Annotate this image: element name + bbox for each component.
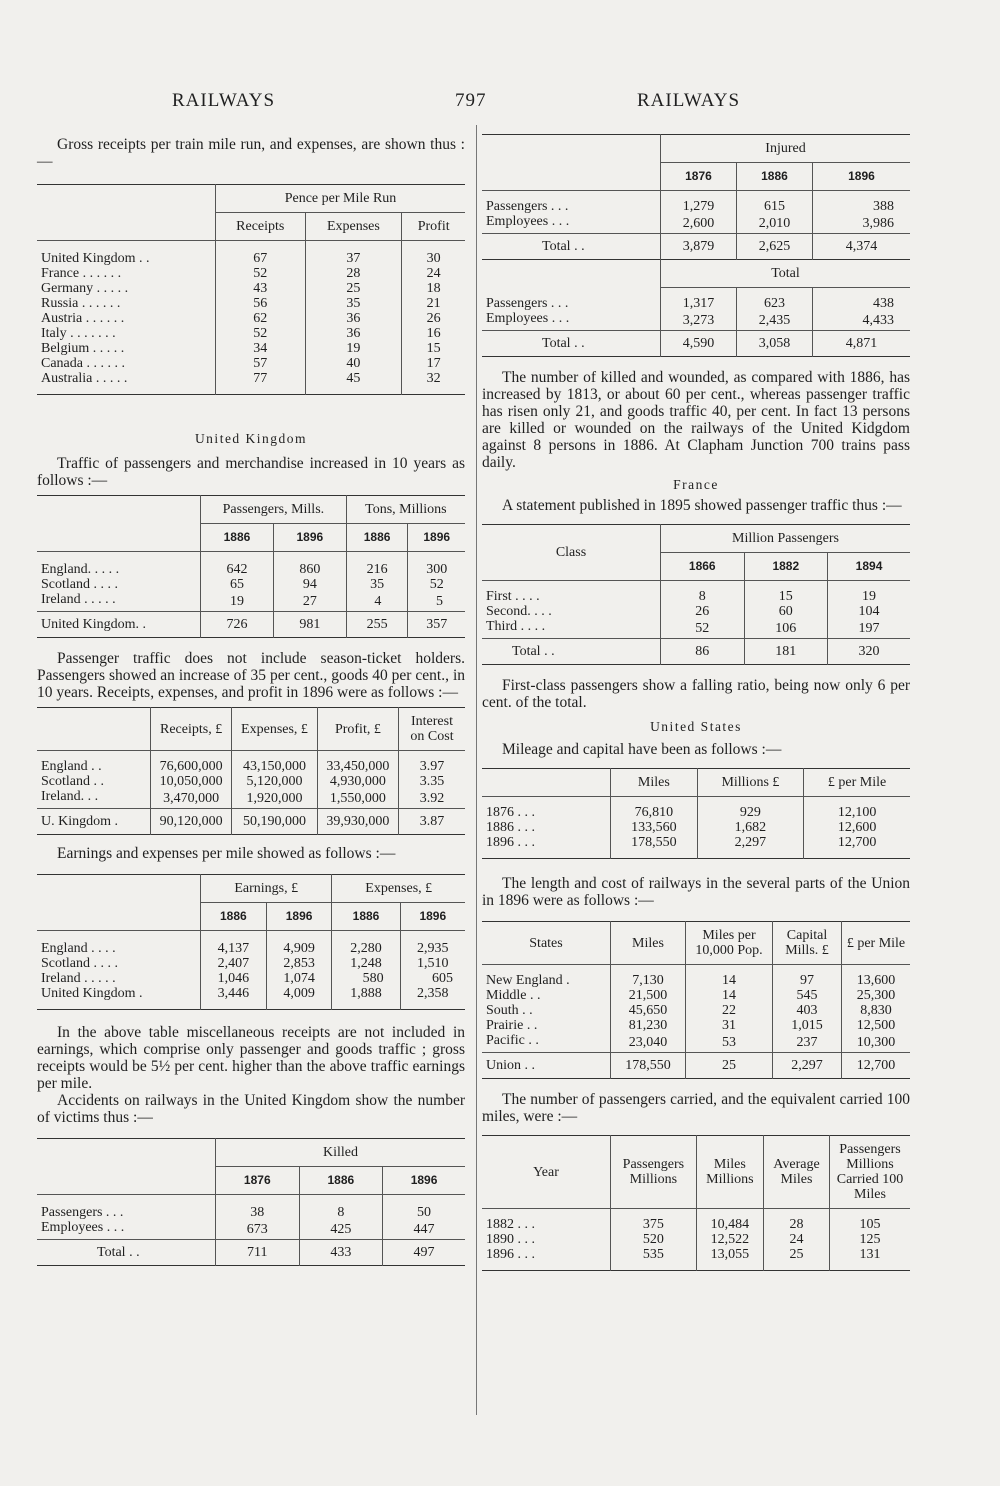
year-header: 1896: [383, 1167, 465, 1195]
row-label: Canada . . . . . .: [41, 356, 125, 371]
cell: 8: [299, 1195, 383, 1221]
cell: 67: [216, 241, 306, 267]
killed-wounded-paragraph: The number of killed and wounded, as compared with 1886, has increased by 1813, or about 60 per cent., whereas passenger traffic has risen only 21, and goods traffic 40, per cent. In fact 13 persons are killed or wounded on the railways of the United Kidgdom against 8 persons in 1886. At Clapham Junction 700 trains pass daily.: [482, 369, 910, 471]
col-expenses: Expenses, £: [232, 708, 318, 751]
cell: 19: [201, 592, 274, 612]
cell: 24: [402, 266, 465, 281]
cell: 1,682: [697, 820, 804, 835]
row-label: 1886 . . .: [486, 820, 535, 835]
cell: 30: [402, 241, 465, 267]
total-cell: 433: [299, 1240, 383, 1266]
page-number: 797: [455, 90, 487, 111]
cell: 403: [773, 1003, 842, 1018]
cell: 1,510: [400, 956, 465, 971]
cell: 13,600: [842, 965, 911, 989]
row-label: Scotland . .: [41, 774, 104, 789]
total-label: Total . .: [482, 639, 661, 665]
total-cell: 181: [744, 639, 828, 665]
expenses-header: Expenses, £: [332, 875, 465, 903]
cell: 8,830: [842, 1003, 911, 1018]
year-header: 1876: [661, 163, 737, 191]
cell: 18: [402, 281, 465, 296]
cell: 10,484: [696, 1209, 763, 1233]
total-cell: 497: [383, 1240, 465, 1266]
year-header: 1886: [201, 903, 267, 931]
cell: 35: [305, 296, 402, 311]
us-mileage-intro: Mileage and capital have been as follows :—: [502, 741, 782, 758]
first-class-paragraph: First-class passengers show a falling ratio, being now only 6 per cent. of the total.: [482, 677, 910, 711]
total-label: Total . .: [482, 331, 661, 357]
cell: 4,909: [266, 931, 332, 957]
cell: 3,446: [201, 986, 267, 1010]
col-capital: Capital Mills. £: [773, 922, 842, 965]
row-label: England. . . . .: [37, 552, 201, 578]
cell: 31: [686, 1018, 773, 1033]
cell: 8: [661, 581, 745, 605]
total-cell: 3,058: [736, 331, 812, 357]
cell: 605: [400, 971, 465, 986]
cell: 10,300: [842, 1033, 911, 1053]
col-receipts: Receipts: [216, 213, 306, 241]
cell: 60: [744, 604, 828, 619]
million-passengers-header: Million Passengers: [661, 525, 911, 553]
row-label: England . . . .: [37, 931, 201, 957]
cell: 4,433: [812, 311, 910, 331]
total-cell: 12,700: [842, 1053, 911, 1079]
union-length-intro: The length and cost of railways in the several parts of the Union in 1896 were as follows :—: [482, 875, 910, 909]
cell: 76,600,000: [151, 751, 232, 775]
year-header: 1886: [736, 163, 812, 191]
cell: 642: [201, 552, 274, 578]
total-cell: 90,120,000: [151, 809, 232, 835]
row-label: England . .: [37, 751, 151, 775]
year-header: 1896: [273, 524, 346, 552]
row-label: Scotland . . . .: [41, 956, 118, 971]
cell: 2,435: [736, 311, 812, 331]
row-label: Austria . . . . . .: [41, 311, 125, 326]
row-label: Italy . . . . . . .: [41, 326, 116, 341]
cell: 3.97: [399, 751, 466, 775]
cell: 25,300: [842, 988, 911, 1003]
running-head-right: RAILWAYS: [637, 90, 741, 111]
cell: 580: [332, 971, 400, 986]
cell: 77: [216, 371, 306, 395]
cell: 1,550,000: [317, 789, 398, 809]
killed-table: [37, 1138, 465, 1266]
col-profit: Profit, £: [317, 708, 398, 751]
cell: 673: [216, 1220, 300, 1240]
us-mileage-table: [482, 768, 910, 859]
cell: 4,009: [266, 986, 332, 1010]
tons-header: Tons, Millions: [346, 496, 465, 524]
cell: 52: [216, 326, 306, 341]
cell: 12,500: [842, 1018, 911, 1033]
row-label: Second. . . .: [486, 604, 552, 619]
row-label: Russia . . . . . .: [41, 296, 121, 311]
cell: 43: [216, 281, 306, 296]
total-cell: 4,374: [812, 234, 910, 260]
cell: 26: [661, 604, 745, 619]
cell: 35: [346, 577, 408, 592]
total-cell: 4,590: [661, 331, 737, 357]
cell: 3,273: [661, 311, 737, 331]
year-header: 1886: [201, 524, 274, 552]
col-profit: Profit: [402, 213, 465, 241]
cell: 43,150,000: [232, 751, 318, 775]
cell: 28: [305, 266, 402, 281]
year-header: 1866: [661, 553, 745, 581]
cell: 23,040: [611, 1033, 686, 1053]
cell: 1,046: [201, 971, 267, 986]
passengers-carried-intro: The number of passengers carried, and the equivalent carried 100 miles, were :—: [482, 1091, 910, 1125]
cell: 388: [812, 191, 910, 215]
year-header: 1896: [408, 524, 465, 552]
cell: 38: [216, 1195, 300, 1221]
total-cell: 357: [408, 612, 465, 638]
col-miles: Miles Millions: [696, 1136, 763, 1209]
total-label: Total . .: [37, 1240, 216, 1266]
uk-traffic-table: [37, 495, 465, 638]
cell: 3,470,000: [151, 789, 232, 809]
cell: 12,522: [696, 1232, 763, 1247]
row-label: South . .: [486, 1003, 533, 1018]
cell: 12,600: [804, 820, 910, 835]
left-column: [37, 130, 465, 1274]
col-expenses: Expenses: [305, 213, 402, 241]
row-label: Scotland . . . .: [41, 577, 118, 592]
total-label: United Kingdom. .: [37, 612, 201, 638]
row-label: 1896 . . .: [486, 835, 535, 850]
cell: 52: [216, 266, 306, 281]
row-label: Ireland . . . . .: [41, 592, 116, 607]
total-label: Total . .: [482, 234, 661, 260]
total-label: Union . .: [482, 1053, 611, 1079]
cell: 438: [812, 288, 910, 312]
cell: 520: [611, 1232, 697, 1247]
cell: 1,317: [661, 288, 737, 312]
cell: 14: [686, 988, 773, 1003]
cell: 1,074: [266, 971, 332, 986]
row-label: 1890 . . .: [486, 1232, 535, 1247]
cell: 97: [773, 965, 842, 989]
col-states: States: [529, 935, 563, 951]
row-label: Ireland. . .: [41, 789, 99, 804]
cell: 45,650: [611, 1003, 686, 1018]
cell: 1,248: [332, 956, 400, 971]
earnings-header: Earnings, £: [201, 875, 332, 903]
cell: 2,010: [736, 214, 812, 234]
cell: 623: [736, 288, 812, 312]
col-year: Year: [533, 1164, 559, 1180]
cell: 535: [611, 1247, 697, 1271]
cell: 106: [744, 619, 828, 639]
row-label: Australia . . . . .: [41, 371, 128, 386]
running-head-left: RAILWAYS: [172, 90, 276, 111]
row-label: Employees . . .: [486, 214, 570, 229]
pence-header: Pence per Mile Run: [216, 185, 466, 213]
cell: 36: [305, 326, 402, 341]
row-label: Employees . . .: [41, 1220, 125, 1235]
cell: 81,230: [611, 1018, 686, 1033]
col-millions: Millions £: [697, 769, 804, 797]
cell: 94: [273, 577, 346, 592]
cell: 65: [201, 577, 274, 592]
cell: 52: [661, 619, 745, 639]
col-receipts: Receipts, £: [151, 708, 232, 751]
year-header: 1896: [812, 163, 910, 191]
row-label: Middle . .: [486, 988, 541, 1003]
cell: 5: [408, 592, 465, 612]
col-per-mile: £ per Mile: [804, 769, 910, 797]
class-header: Class: [555, 545, 587, 560]
cell: 25: [305, 281, 402, 296]
cell: 16: [402, 326, 465, 341]
year-header: 1894: [828, 553, 910, 581]
cell: 131: [830, 1247, 911, 1271]
row-label: Passengers . . .: [486, 295, 569, 311]
cell: 929: [697, 797, 804, 821]
col-carried-100: Passengers Millions Carried 100 Miles: [830, 1136, 911, 1209]
cell: 32: [402, 371, 465, 395]
cell: 860: [273, 552, 346, 578]
cell: 2,280: [332, 931, 400, 957]
row-label: Pacific . .: [486, 1033, 539, 1048]
gross-receipts-intro: Gross receipts per train mile run, and expenses, are shown thus :—: [37, 136, 465, 170]
cell: 1,920,000: [232, 789, 318, 809]
cell: 19: [828, 581, 910, 605]
total-cell: 3,879: [661, 234, 737, 260]
earnings-intro: Earnings and expenses per mile showed as follows :—: [57, 845, 396, 862]
col-miles: Miles: [611, 769, 698, 797]
uk-traffic-intro: Traffic of passengers and merchandise increased in 10 years as follows :—: [37, 455, 465, 489]
cell: 216: [346, 552, 408, 578]
total-cell: 4,871: [812, 331, 910, 357]
cell: 21,500: [611, 988, 686, 1003]
row-label: New England .: [482, 965, 611, 989]
cell: 26: [402, 311, 465, 326]
cell: 2,407: [201, 956, 267, 971]
uk-heading: United Kingdom: [194, 431, 308, 446]
column-divider: [476, 125, 477, 1415]
row-label: Prairie . .: [486, 1018, 538, 1033]
accidents-intro: Accidents on railways in the United Kingdom show the number of victims thus :—: [37, 1092, 465, 1126]
year-header: 1896: [266, 903, 332, 931]
killed-header: Killed: [216, 1139, 466, 1167]
cell: 40: [305, 356, 402, 371]
cell: 17: [402, 356, 465, 371]
row-label: Employees . . .: [486, 311, 570, 326]
injured-total-table: [482, 134, 910, 357]
cell: 13,055: [696, 1247, 763, 1271]
cell: 3.35: [399, 774, 466, 789]
row-label: United Kingdom .: [41, 986, 143, 1001]
cell: 2,358: [400, 986, 465, 1010]
cell: 37: [305, 241, 402, 267]
cell: 10,050,000: [151, 774, 232, 789]
cell: 28: [763, 1209, 829, 1233]
total-cell: 50,190,000: [232, 809, 318, 835]
cell: 104: [828, 604, 910, 619]
total-cell: 2,297: [773, 1053, 842, 1079]
total-cell: 2,625: [736, 234, 812, 260]
cell: 15: [402, 341, 465, 356]
france-heading: France: [673, 477, 719, 492]
right-column: [482, 130, 910, 1279]
cell: 4: [346, 592, 408, 612]
pence-per-mile-table: [37, 184, 465, 395]
passengers-header: Passengers, Mills.: [201, 496, 347, 524]
passengers-carried-table: [482, 1135, 910, 1271]
passenger-traffic-paragraph: Passenger traffic does not include season-ticket holders. Passengers showed an increase of 35 per cent., goods 40 per cent., in 10 years. Receipts, expenses, and profit in 1896 were as follows :—: [37, 650, 465, 701]
cell: 3,986: [812, 214, 910, 234]
total-label: U. Kingdom .: [37, 809, 151, 835]
cell: 2,853: [266, 956, 332, 971]
cell: 105: [830, 1209, 911, 1233]
total-cell: 86: [661, 639, 745, 665]
col-average: Average Miles: [763, 1136, 829, 1209]
year-header: 1896: [400, 903, 465, 931]
row-label: Passengers . . .: [482, 191, 661, 215]
cell: 425: [299, 1220, 383, 1240]
cell: 15: [744, 581, 828, 605]
cell: 545: [773, 988, 842, 1003]
cell: 25: [763, 1247, 829, 1271]
total-cell: 255: [346, 612, 408, 638]
cell: 27: [273, 592, 346, 612]
row-label: Ireland . . . . .: [41, 971, 116, 986]
col-interest: Interest on Cost: [399, 708, 466, 751]
cell: 2,297: [697, 835, 804, 859]
year-header: 1886: [299, 1167, 383, 1195]
cell: 1,888: [332, 986, 400, 1010]
total-cell: 178,550: [611, 1053, 686, 1079]
cell: 3.92: [399, 789, 466, 809]
cell: 50: [383, 1195, 465, 1221]
cell: 19: [305, 341, 402, 356]
year-header: 1886: [332, 903, 400, 931]
year-header: 1882: [744, 553, 828, 581]
cell: 62: [216, 311, 306, 326]
injured-header: Injured: [661, 135, 911, 163]
cell: 52: [408, 577, 465, 592]
cell: 300: [408, 552, 465, 578]
col-miles-per-pop: Miles per 10,000 Pop.: [686, 922, 773, 965]
row-label: Belgium . . . . .: [41, 341, 125, 356]
col-per-mile: £ per Mile: [842, 922, 911, 965]
cell: 4,137: [201, 931, 267, 957]
receipts-1896-table: [37, 707, 465, 835]
cell: 21: [402, 296, 465, 311]
cell: 4,930,000: [317, 774, 398, 789]
cell: 33,450,000: [317, 751, 398, 775]
row-label: First . . . .: [482, 581, 661, 605]
year-header: 1876: [216, 1167, 300, 1195]
total-cell: 320: [828, 639, 910, 665]
cell: 125: [830, 1232, 911, 1247]
total-cell: 711: [216, 1240, 300, 1266]
us-states-table: [482, 921, 910, 1079]
row-label: Third . . . .: [486, 619, 546, 634]
cell: 2,935: [400, 931, 465, 957]
cell: 5,120,000: [232, 774, 318, 789]
cell: 615: [736, 191, 812, 215]
earnings-per-mile-table: [37, 874, 465, 1010]
total-header: Total: [661, 260, 911, 288]
france-passengers-table: [482, 524, 910, 665]
cell: 36: [305, 311, 402, 326]
total-cell: 3.87: [399, 809, 466, 835]
total-cell: 726: [201, 612, 274, 638]
cell: 53: [686, 1033, 773, 1053]
row-label: 1896 . . .: [486, 1247, 535, 1262]
row-label: 1876 . . .: [482, 797, 611, 821]
row-label: Germany . . . . .: [41, 281, 129, 296]
cell: 76,810: [611, 797, 698, 821]
col-passengers: Passengers Millions: [611, 1136, 697, 1209]
cell: 45: [305, 371, 402, 395]
row-label: 1882 . . .: [482, 1209, 611, 1233]
cell: 57: [216, 356, 306, 371]
row-label: United Kingdom . .: [37, 241, 216, 267]
france-intro: A statement published in 1895 showed passenger traffic thus :—: [502, 497, 902, 514]
cell: 12,100: [804, 797, 910, 821]
us-heading: United States: [650, 719, 742, 734]
row-label: France . . . . . .: [41, 266, 122, 281]
year-header: 1886: [346, 524, 408, 552]
cell: 197: [828, 619, 910, 639]
cell: 56: [216, 296, 306, 311]
cell: 2,600: [661, 214, 737, 234]
row-label: Passengers . . .: [37, 1195, 216, 1221]
total-cell: 39,930,000: [317, 809, 398, 835]
cell: 1,279: [661, 191, 737, 215]
cell: 178,550: [611, 835, 698, 859]
misc-receipts-paragraph: In the above table miscellaneous receipts are not included in earnings, which comprise only passenger and goods traffic ; gross receipts would be 5½ per cent. higher than the above traffic earnings per mile.: [37, 1024, 465, 1092]
cell: 34: [216, 341, 306, 356]
cell: 14: [686, 965, 773, 989]
cell: 1,015: [773, 1018, 842, 1033]
total-cell: 25: [686, 1053, 773, 1079]
cell: 375: [611, 1209, 697, 1233]
total-cell: 981: [273, 612, 346, 638]
cell: 133,560: [611, 820, 698, 835]
cell: 237: [773, 1033, 842, 1053]
cell: 24: [763, 1232, 829, 1247]
cell: 12,700: [804, 835, 910, 859]
col-miles: Miles: [611, 922, 686, 965]
cell: 7,130: [611, 965, 686, 989]
cell: 447: [383, 1220, 465, 1240]
cell: 22: [686, 1003, 773, 1018]
